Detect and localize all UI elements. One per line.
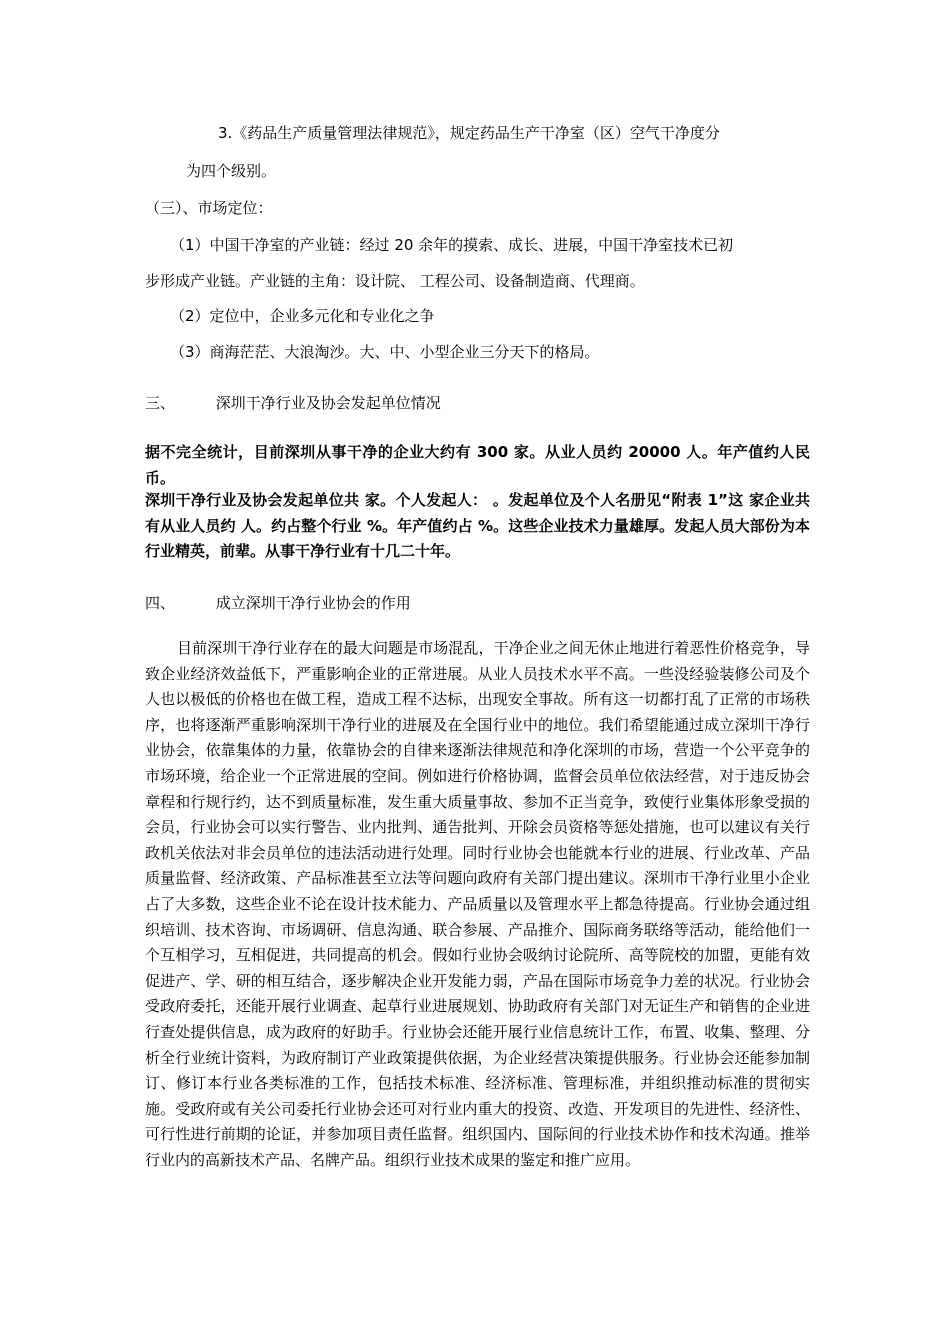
item3-line1: 3.《药品生产质量管理法律规范》，规定药品生产干净室（区）空气干净度分 — [218, 124, 720, 142]
section3-heading — [145, 392, 441, 413]
section4-number: 四、 — [145, 594, 176, 612]
section3-paragraph2: 深圳干净行业及协会发起单位共 家。个人发起人： 。发起单位及个人名册见“附表 1”这 家企业共有从业人员约 人。约占整个行业 %。年产值约占 %。这些企业技术力量雄厚。发起人员大部份为本行业精英，前辈。从事干净行业有十几二十年。 — [145, 491, 810, 561]
section3-number: 三、 — [145, 394, 176, 412]
item3-line2: 为四个级别。 — [186, 162, 277, 180]
point3: （3）商海茫茫、大浪淘沙。大、中、小型企业三分天下的格局。 — [170, 343, 600, 361]
section3-title: 深圳干净行业及协会发起单位情况 — [215, 394, 441, 412]
point1-line1: （1）中国干净室的产业链：经过 20 余年的摸索、成长、进展，中国干净室技术已初 — [170, 236, 734, 254]
point1-line2: 步形成产业链。产业链的主角：设计院、 工程公司、设备制造商、代理商。 — [145, 272, 645, 290]
section3-paragraph1: 据不完全统计，目前深圳从事干净的企业大约有 300 家。从业人员约 20000 人。年产值约人民币。 — [145, 443, 810, 487]
section4-body: 目前深圳干净行业存在的最大问题是市场混乱，干净企业之间无休止地进行着恶性价格竞争，导致企业经济效益低下，严重影响企业的正常进展。从业人员技术水平不高。一些没经验装修公司及个人也以极低的价格也在做工程，造成工程不达标，出现安全事故。所有这一切都打乱了正常的市场秩序，也将逐渐严重影响深圳干净行业的进展及在全国行业中的地位。我们希望能通过成立深圳干净行业协会，依靠集体的力量，依靠协会的自律来逐渐法律规范和净化深圳的市场，营造一个公平竞争的市场环境，给企业一个正常进展的空间。例如进行价格协调，监督会员单位依法经营，对于违反协会章程和行规行约，达不到质量标准，发生重大质量事故、参加不正当竞争，致使行业集体形象受损的会员，行业协会可以实行警告、业内批判、通告批判、开除会员资格等惩处措施，也可以建议有关行政机关依法对非会员单位的违法活动进行处理。同时行业协会也能就本行业的进展、行业改革、产品质量监督、经济政策、产品标准甚至立法等问题向政府有关部门提出建议。深圳市干净行业里小企业占了大多数，这些企业不论在设计技术能力、产品质量以及管理水平上都急待提高。行业协会通过组织培训、技术咨询、市场调研、信息沟通、联合参展、产品推介、国际商务联络等活动，能给他们一个互相学习，互相促进，共同提高的机会。假如行业协会吸纳讨论院所、高等院校的加盟，更能有效促进产、学、研的相互结合，逐步解决企业开发能力弱，产品在国际市场竞争力差的状况。行业协会受政府委托，还能开展行业调查、起草行业进展规划、协助政府有关部门对无证生产和销售的企业进行查处提供信息，成为政府的好助手。行业协会还能开展行业信息统计工作，布置、收集、整理、分析全行业统计资料，为政府制订产业政策提供依据，为企业经营决策提供服务。行业协会还能参加制订、修订本行业各类标准的工作，包括技术标准、经济标准、管理标准，并组织推动标准的贯彻实施。受政府或有关公司委托行业协会还可对行业内重大的投资、改造、开发项目的先进性、经济性、可行性进行前期的论证，并参加项目责任监督。组织国内、国际间的行业技术协作和技术沟通。推举行业内的高新技术产品、名牌产品。组织行业技术成果的鉴定和推广应用。 — [145, 639, 810, 1169]
market-position-heading: （三）、市场定位： — [145, 199, 273, 217]
section4-heading — [145, 592, 411, 613]
section4-title: 成立深圳干净行业协会的作用 — [215, 594, 411, 612]
point2: （2）定位中，企业多元化和专业化之争 — [170, 307, 435, 325]
